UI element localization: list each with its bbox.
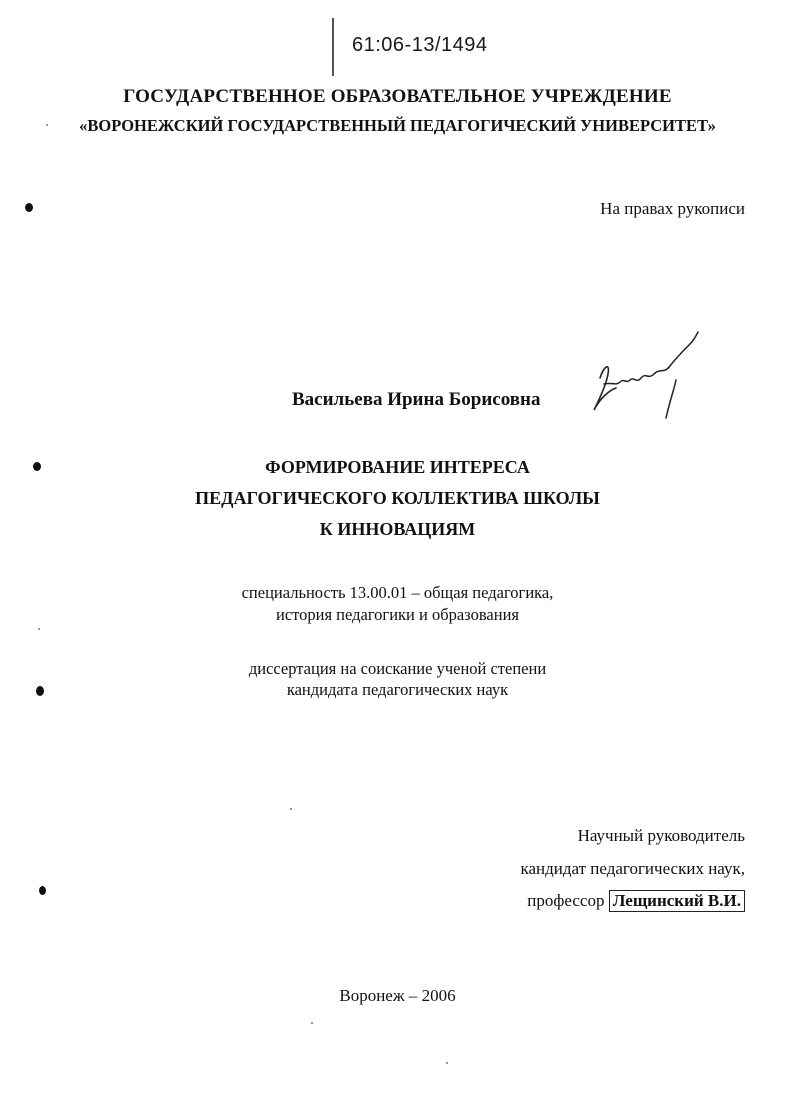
scan-mark (38, 628, 40, 630)
scan-mark (39, 886, 46, 895)
degree-line-2: кандидата педагогических наук (286, 680, 509, 699)
archive-divider (332, 18, 334, 76)
supervisor-name: Лещинский В.И. (609, 890, 745, 912)
scan-mark (290, 808, 292, 810)
specialty-line-1: специальность 13.00.01 – общая педагогика, (241, 583, 554, 602)
author-name: Васильева Ирина Борисовна (292, 389, 541, 410)
dissertation-title-line-3: К ИННОВАЦИЯМ (319, 519, 476, 539)
specialty-line-2: история педагогики и образования (275, 605, 519, 624)
scan-mark (36, 686, 44, 696)
supervisor-role: Научный руководитель (577, 826, 745, 845)
institution-line-1: ГОСУДАРСТВЕННОЕ ОБРАЗОВАТЕЛЬНОЕ УЧРЕЖДЕНИЕ (123, 86, 672, 107)
dissertation-title-line-1: ФОРМИРОВАНИЕ ИНТЕРЕСА (265, 457, 530, 477)
scan-mark (25, 203, 33, 212)
supervisor-degree: кандидат педагогических наук, (520, 859, 745, 878)
signature-icon (586, 328, 704, 424)
dissertation-title-line-2: ПЕДАГОГИЧЕСКОГО КОЛЛЕКТИВА ШКОЛЫ (195, 488, 600, 508)
rights-note: На правах рукописи (600, 199, 745, 218)
city-year: Воронеж – 2006 (339, 986, 456, 1005)
archive-code: 61:06-13/1494 (352, 34, 488, 56)
scan-mark (33, 462, 41, 471)
supervisor-line (527, 890, 745, 912)
institution-line-2: «ВОРОНЕЖСКИЙ ГОСУДАРСТВЕННЫЙ ПЕДАГОГИЧЕСКИЙ УНИВЕРСИТЕТ» (79, 116, 716, 135)
degree-line-1: диссертация на соискание ученой степени (248, 659, 547, 678)
supervisor-title: профессор (527, 891, 605, 910)
scan-mark (311, 1022, 313, 1024)
scan-mark (446, 1062, 448, 1064)
scan-mark (46, 124, 48, 126)
